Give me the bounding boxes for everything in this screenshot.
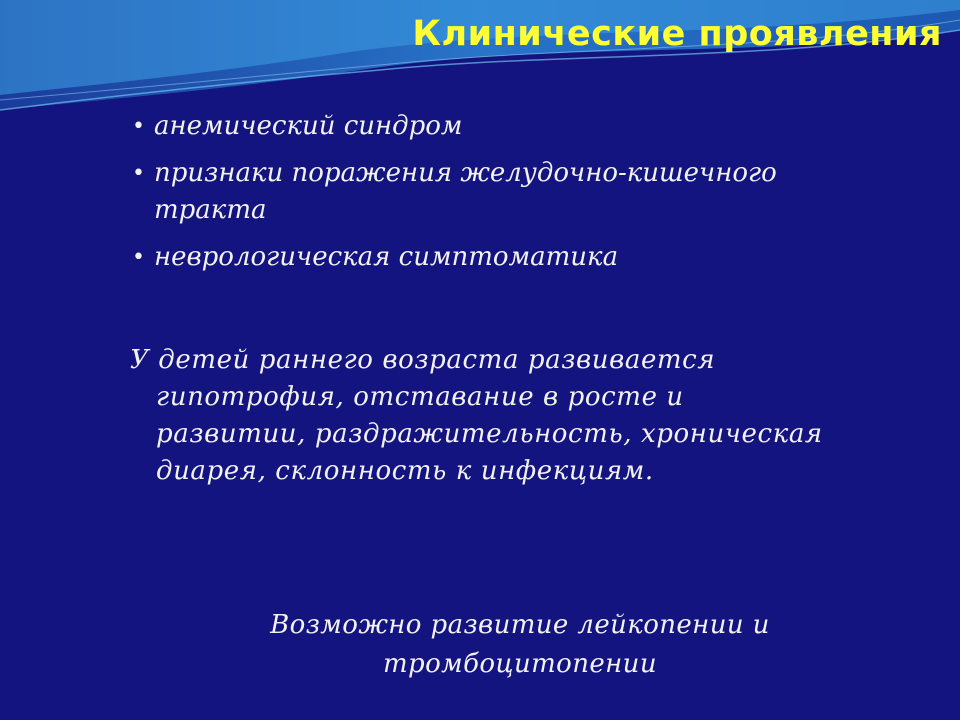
list-item-text: анемический синдром <box>154 111 463 141</box>
bullet-icon: • <box>132 245 145 270</box>
complication-note: Возможно развитие лейкопении и тромбоцитопении <box>270 610 770 679</box>
slide-title: Клинические проявления <box>412 14 942 54</box>
list-item <box>130 155 830 229</box>
slide-content <box>130 108 830 490</box>
list-item-text: неврологическая симптоматика <box>154 242 619 272</box>
bullet-icon: • <box>132 161 145 186</box>
list-item <box>130 108 830 145</box>
symptom-list <box>130 108 830 276</box>
list-item <box>130 239 830 276</box>
list-item-text: признаки поражения желудочно-кишечного тракта <box>154 158 777 225</box>
bullet-icon: • <box>132 114 145 139</box>
children-paragraph: У детей раннего возраста развивается гипотрофия, отставание в росте и развитии, раздражительность, хроническая диарея, склонность к инфекциям. <box>130 345 823 486</box>
